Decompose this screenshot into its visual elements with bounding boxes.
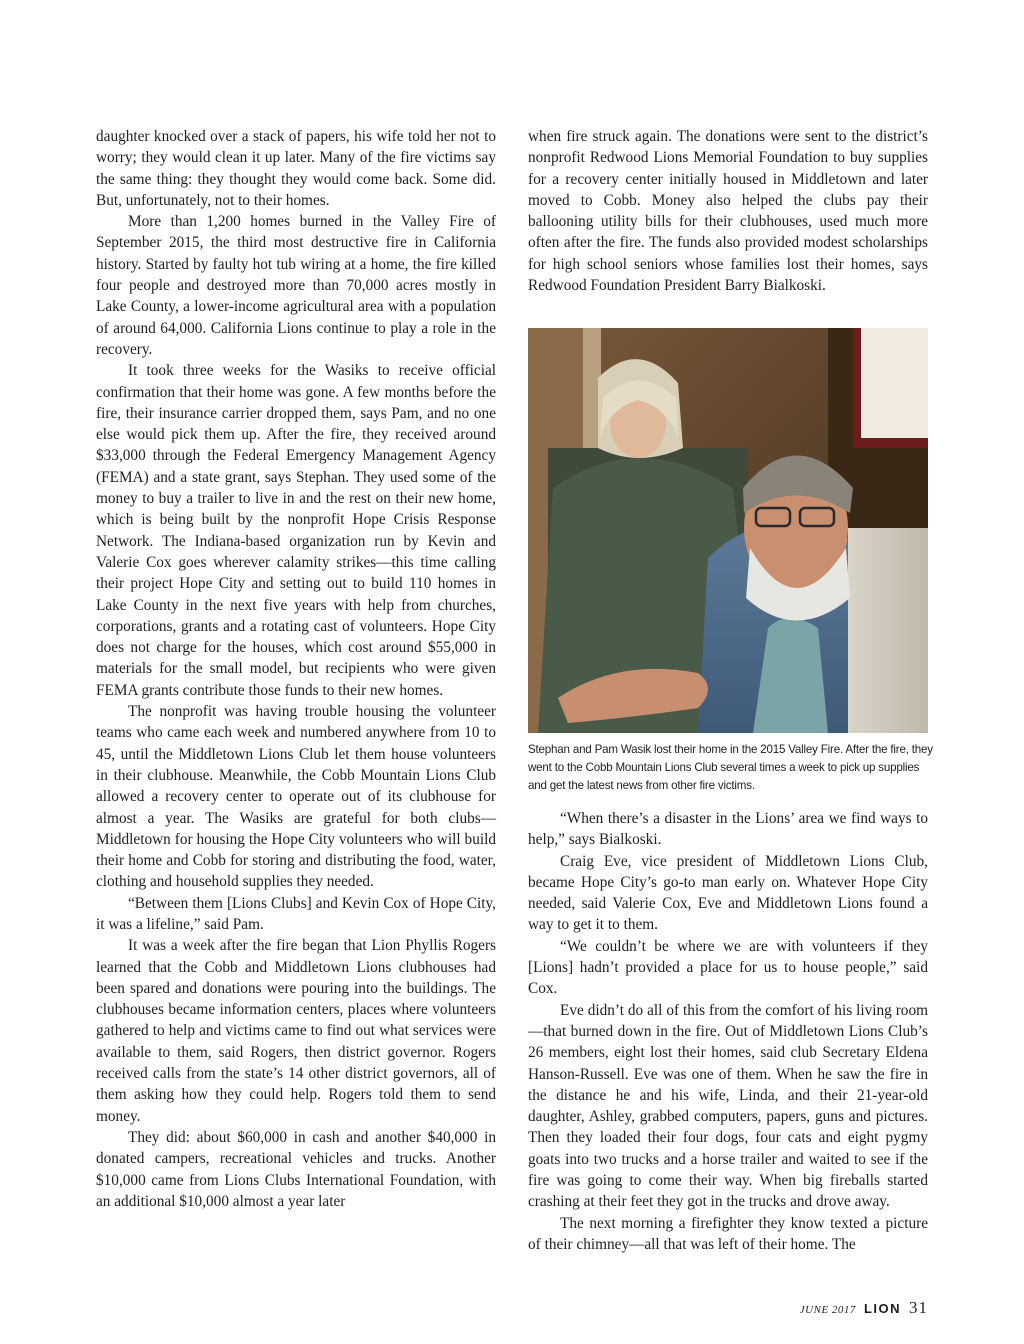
article-paragraph: daughter knocked over a stack of papers, his wife told her not to worry; they would clean it up later. Many of the fire victims say the same thing: they thought they would come back. Some did. But, unfortunately, not to their homes.	[96, 128, 496, 209]
article-paragraph: It took three weeks for the Wasiks to receive official confirmation that their home was gone. A few months before the fire, their insurance carrier dropped them, says Pam, and no one else would pick them up. After the fire, they received around $33,000 through the Federal Emergency Management Agency (FEMA) and a state grant, says Stephan. They used some of the money to buy a trailer to live in and the rest on their new home, which is being built by the nonprofit Hope Crisis Response Network. The Indiana-based organization run by Kevin and Valerie Cox goes wherever calamity strikes—this time calling their project Hope City and setting out to build 110 homes in Lake County in the next five years with help from churches, corporations, grants and a rotating cast of volunteers. Hope City does not charge for the houses, which cost around $55,000 in materials for the small model, but recipients who were given FEMA grants contribute those funds to their new homes.	[96, 362, 496, 699]
article-paragraph: when fire struck again. The donations were sent to the district’s nonprofit Redwood Lions Memorial Foundation to buy supplies for a recovery center initially housed in Middletown and later moved to Cobb. Money also helped the clubs pay their ballooning utility bills for their clubhouses, used much more often after the fire. The funds also provided modest scholarships for high school seniors whose families lost their homes, says Redwood Foundation President Barry Bialkoski.	[528, 128, 928, 295]
article-paragraph: Craig Eve, vice president of Middletown Lions Club, became Hope City’s go-to man early on. Whatever Hope City needed, said Valerie Cox, Eve and Middletown Lions found a way to get it to them.	[528, 852, 928, 934]
magazine-name: LION	[863, 1301, 901, 1316]
page-number: 31	[909, 1298, 928, 1317]
article-column-left	[96, 126, 496, 1212]
article-column-right-bottom	[528, 808, 928, 1255]
photo-wasik-couple	[528, 328, 928, 733]
article-paragraph: It was a week after the fire began that Lion Phyllis Rogers learned that the Cobb and Middletown Lions clubhouses had been spared and donations were pouring into the buildings. The clubhouses became information centers, places where volunteers gathered to help and victims came to find out what services were available to them, said Rogers, then district governor. Rogers received calls from the state’s 14 other district governors, all of them asking how they could help. Rogers told them to send money.	[96, 937, 496, 1125]
article-paragraph: They did: about $60,000 in cash and another $40,000 in donated campers, recreational vehicles and trucks. Another $10,000 came from Lions Clubs International Foundation, with an additional $10,000 almost a year later	[96, 1128, 496, 1210]
article-paragraph: “We couldn’t be where we are with volunteers if they [Lions] hadn’t provided a place for us to house people,” said Cox.	[528, 937, 928, 998]
article-paragraph: The nonprofit was having trouble housing the volunteer teams who came each week and numbered anywhere from 10 to 45, until the Middletown Lions Club let them house volunteers in their clubhouse. Meanwhile, the Cobb Mountain Lions Club allowed a recovery center to operate out of its clubhouse for almost a year. The Wasiks are grateful for both clubs—Middletown for housing the Hope City volunteers who will build their home and Cobb for storing and distributing the food, water, clothing and household supplies they needed.	[96, 703, 496, 891]
photo-caption: Stephan and Pam Wasik lost their home in the 2015 Valley Fire. After the fire, they went to the Cobb Mountain Lions Club several times a week to pick up supplies and get the latest news from other fire victims.	[528, 743, 933, 792]
article-column-right-top	[528, 126, 928, 296]
article-paragraph: “When there’s a disaster in the Lions’ area we find ways to help,” says Bialkoski.	[528, 810, 928, 849]
article-paragraph: The next morning a firefighter they know texted a picture of their chimney—all that was left of their home. The	[528, 1214, 928, 1253]
page-footer	[800, 1298, 928, 1318]
article-paragraph: “Between them [Lions Clubs] and Kevin Cox of Hope City, it was a lifeline,” said Pam.	[96, 894, 496, 933]
issue-date: JUNE 2017	[799, 1304, 856, 1316]
article-paragraph: More than 1,200 homes burned in the Valley Fire of September 2015, the third most destructive fire in California history. Started by faulty hot tub wiring at a home, the fire killed four people and destroyed more than 70,000 acres mostly in Lake County, a lower-income agricultural area with a population of around 64,000. California Lions continue to play a role in the recovery.	[96, 213, 496, 358]
article-paragraph: Eve didn’t do all of this from the comfort of his living room—that burned down in the fire. Out of Middletown Lions Club’s 26 members, eight lost their homes, said club Secretary Eldena Hanson-Russell. Eve was one of them. When he saw the fire in the distance he and his wife, Linda, and their 21-year-old daughter, Ashley, grabbed computers, papers, guns and pictures. Then they loaded their four dogs, four cats and eight pygmy goats into two trucks and a horse trailer and waited to see if the fire was going to come their way. When big fireballs started crashing at their feet they got in the trucks and drove away.	[528, 1001, 928, 1211]
